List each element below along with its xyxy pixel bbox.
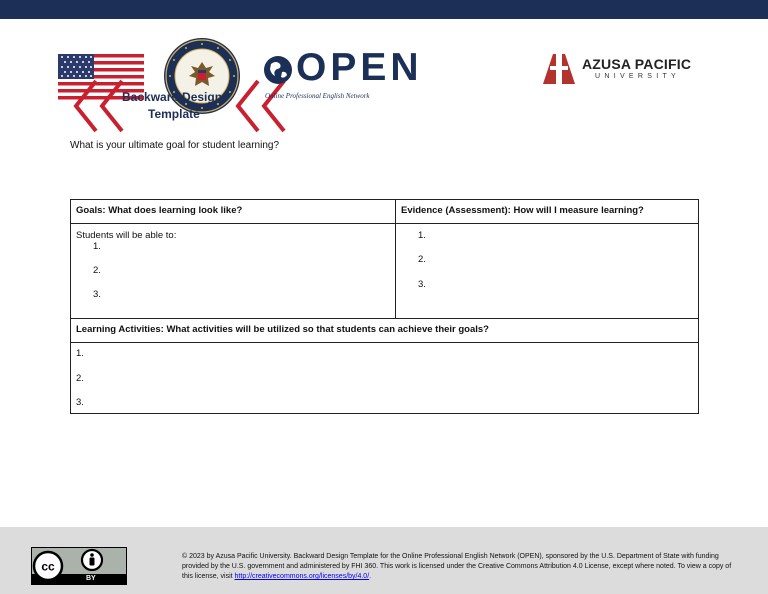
goals-item-1: 1. (93, 241, 101, 252)
chevron-left-icon (232, 79, 288, 133)
cc-by-license-icon[interactable] (31, 547, 127, 585)
cc-by-label: BY (86, 575, 96, 582)
top-banner (0, 0, 768, 19)
activities-header: Learning Activities: What activities will be utilized so that students can achieve their goals? (71, 319, 699, 343)
evidence-item-1: 1. (418, 230, 426, 241)
goals-cell[interactable] (71, 224, 396, 319)
apu-logo-name: AZUSA PACIFIC (582, 56, 692, 72)
evidence-item-3: 3. (418, 279, 426, 290)
goals-item-2: 2. (93, 265, 101, 276)
goal-question: What is your ultimate goal for student learning? (70, 140, 279, 151)
license-text: © 2023 by Azusa Pacific University. Backward Design Template for the Online Professional English Network (OPEN), sponsored by the U.S. Department of State with funding provided by the U.S. government and administered by FHI 360. This work is licensed under the Creative Commons Attribution 4.0 License, except where noted. To view a copy of this license, visit (182, 553, 732, 580)
apu-logo-icon (541, 50, 577, 84)
evidence-header: Evidence (Assessment): How will I measure learning? (396, 200, 699, 224)
backward-design-table (70, 199, 699, 414)
globe-icon (262, 54, 294, 86)
evidence-cell[interactable] (396, 224, 699, 319)
goals-item-3: 3. (93, 289, 101, 300)
goals-intro: Students will be able to: (76, 230, 177, 241)
evidence-item-2: 2. (418, 254, 426, 265)
license-notice (182, 552, 742, 582)
document-title-line1: Backward Design (122, 90, 223, 104)
svg-text:cc: cc (41, 559, 55, 574)
state-department-seal-icon (163, 36, 241, 116)
chevron-left-icon (70, 79, 126, 133)
open-logo-wordmark: OPEN (296, 46, 423, 89)
open-logo-subtitle: Online Professional English Network (265, 92, 370, 100)
document-title-line2: Template (148, 107, 200, 121)
apu-logo-subtitle: UNIVERSITY (595, 73, 681, 80)
license-link[interactable]: http://creativecommons.org/licenses/by/4.0/ (234, 573, 370, 580)
activities-item-2: 2. (76, 373, 84, 384)
activities-item-3: 3. (76, 397, 84, 408)
license-text-end: . (369, 573, 372, 580)
activities-item-1: 1. (76, 348, 84, 359)
goals-header: Goals: What does learning look like? (71, 200, 396, 224)
activities-cell[interactable] (71, 343, 699, 414)
